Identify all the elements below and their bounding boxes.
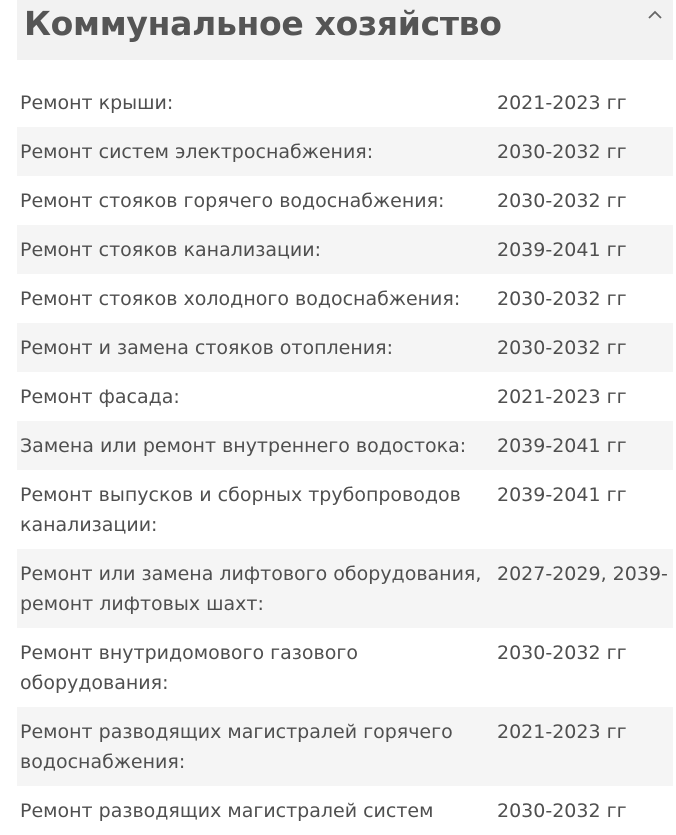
row-label: Ремонт фасада:	[20, 386, 180, 408]
row-label: Ремонт стояков горячего водоснабжения:	[20, 190, 445, 212]
table-row	[17, 176, 673, 225]
table-row	[17, 470, 673, 549]
row-period: 2030-2032 гг	[497, 337, 627, 359]
chevron-up-icon[interactable]	[645, 4, 665, 24]
table-row	[17, 372, 673, 421]
row-label: Ремонт выпусков и сборных трубопроводов канализации:	[20, 484, 461, 536]
table-row	[17, 323, 673, 372]
row-period: 2021-2023 гг	[497, 386, 627, 408]
table-row	[17, 78, 673, 127]
row-period: 2021-2023 гг	[497, 92, 627, 114]
row-label: Ремонт внутридомового газового оборудования:	[20, 642, 358, 694]
row-label: Ремонт крыши:	[20, 92, 174, 114]
row-period: 2030-2032 гг	[497, 141, 627, 163]
row-label: Ремонт разводящих магистралей горячего водоснабжения:	[20, 721, 453, 773]
row-period: 2030-2032 гг	[497, 642, 627, 664]
row-label: Ремонт или замена лифтового оборудования, ремонт лифтовых шахт:	[20, 563, 482, 615]
row-period: 2039-2041 гг	[497, 484, 627, 506]
row-label: Ремонт и замена стояков отопления:	[20, 337, 393, 359]
table-row	[17, 786, 673, 835]
row-period: 2027-2029, 2039-	[497, 563, 668, 585]
row-period: 2021-2023 гг	[497, 721, 627, 743]
row-period: 2039-2041 гг	[497, 435, 627, 457]
table-row	[17, 549, 673, 628]
table-row	[17, 707, 673, 786]
repair-schedule-table	[17, 78, 673, 835]
row-period: 2030-2032 гг	[497, 190, 627, 212]
row-label: Ремонт разводящих магистралей систем	[20, 800, 434, 822]
row-period: 2030-2032 гг	[497, 288, 627, 310]
row-label: Замена или ремонт внутреннего водостока:	[20, 435, 467, 457]
table-row	[17, 421, 673, 470]
row-period: 2039-2041 гг	[497, 239, 627, 261]
row-period: 2030-2032 гг	[497, 800, 627, 822]
table-row	[17, 628, 673, 707]
row-label: Ремонт систем электроснабжения:	[20, 141, 374, 163]
row-label: Ремонт стояков канализации:	[20, 239, 321, 261]
row-label: Ремонт стояков холодного водоснабжения:	[20, 288, 461, 310]
section-title: Коммунальное хозяйство	[24, 4, 502, 43]
table-row	[17, 225, 673, 274]
section-header[interactable]	[17, 0, 673, 60]
table-row	[17, 127, 673, 176]
table-row	[17, 274, 673, 323]
